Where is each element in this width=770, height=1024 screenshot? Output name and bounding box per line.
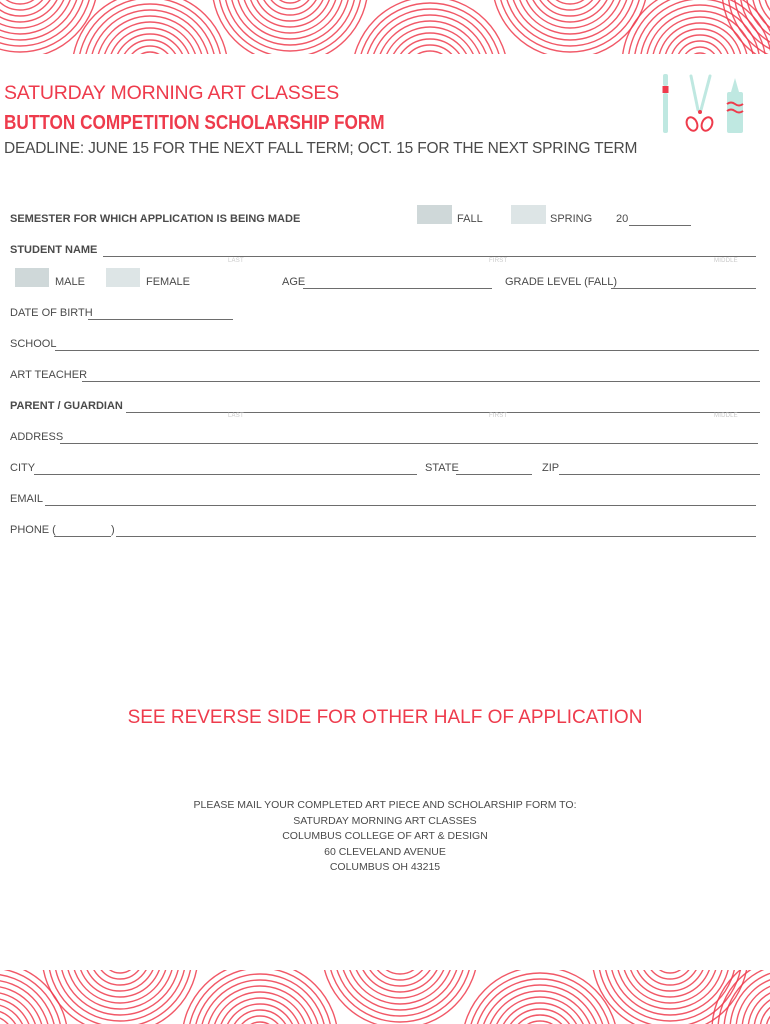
swirl-ring bbox=[96, 970, 144, 979]
phone-number-field[interactable] bbox=[116, 536, 756, 537]
swirl-ring bbox=[640, 970, 700, 985]
student-name-field[interactable] bbox=[103, 256, 756, 257]
swirl-ring bbox=[646, 970, 694, 979]
email-field[interactable] bbox=[45, 505, 756, 506]
swirl-ring bbox=[622, 0, 770, 54]
mailing-line: COLUMBUS COLLEGE OF ART & DESIGN bbox=[282, 830, 488, 842]
semester-label: SEMESTER FOR WHICH APPLICATION IS BEING MADE bbox=[10, 213, 301, 225]
dob-label: DATE OF BIRTH bbox=[10, 307, 93, 319]
program-title: SATURDAY MORNING ART CLASSES bbox=[4, 82, 340, 104]
email-label: EMAIL bbox=[10, 493, 44, 505]
phone-label: PHONE ( bbox=[10, 524, 56, 536]
city-label: CITY bbox=[10, 462, 36, 474]
swirl-ring bbox=[272, 0, 308, 3]
swirl-ring bbox=[610, 970, 730, 1015]
art-teacher-label: ART TEACHER bbox=[10, 369, 88, 381]
swirl-ring bbox=[376, 21, 484, 54]
decorative-pattern-top bbox=[0, 0, 770, 54]
phone-close-paren: ) bbox=[111, 524, 115, 536]
reverse-side-notice: SEE REVERSE SIDE FOR OTHER HALF OF APPLICATION bbox=[127, 707, 643, 728]
swirl-ring bbox=[60, 970, 180, 1015]
state-label: STATE bbox=[425, 462, 459, 474]
swirl-ring bbox=[604, 970, 736, 1021]
dob-field[interactable] bbox=[88, 319, 233, 320]
swirl-ring bbox=[376, 970, 424, 974]
parent-field[interactable] bbox=[126, 412, 760, 413]
year-prefix: 20 bbox=[616, 213, 629, 225]
swirl-ring bbox=[230, 0, 350, 45]
name-hint-middle: MIDDLE bbox=[714, 258, 738, 264]
student-name-label: STUDENT NAME bbox=[10, 244, 98, 256]
swirl-ring bbox=[0, 998, 32, 1024]
mailing-instructions bbox=[0, 798, 770, 876]
fall-checkbox[interactable] bbox=[417, 205, 452, 224]
mailing-line: SATURDAY MORNING ART CLASSES bbox=[293, 814, 477, 827]
grade-label: GRADE LEVEL (FALL) bbox=[505, 276, 618, 288]
year-field[interactable] bbox=[629, 225, 691, 226]
swirl-ring bbox=[260, 0, 320, 15]
swirl-ring bbox=[102, 22, 198, 54]
swirl-ring bbox=[212, 992, 308, 1024]
swirl-ring bbox=[0, 0, 62, 22]
name-hint-first: FIRST bbox=[489, 258, 508, 264]
swirl-ring bbox=[90, 970, 150, 985]
deadline-text: DEADLINE: JUNE 15 FOR THE NEXT FALL TERM; OCT. 15 FOR THE NEXT SPRING TERM bbox=[4, 140, 638, 157]
grade-field[interactable] bbox=[611, 288, 756, 289]
male-checkbox[interactable] bbox=[15, 268, 49, 287]
female-label: FEMALE bbox=[146, 276, 191, 288]
swirl-ring bbox=[486, 991, 594, 1024]
swirl-ring bbox=[0, 0, 92, 52]
spring-checkbox[interactable] bbox=[511, 205, 546, 224]
parent-hint-middle: MIDDLE bbox=[714, 413, 738, 419]
swirl-ring bbox=[236, 1016, 284, 1024]
mailing-line: PLEASE MAIL YOUR COMPLETED ART PIECE AND SCHOLARSHIP FORM TO: bbox=[193, 799, 577, 811]
spring-label: SPRING bbox=[550, 213, 593, 225]
swirl-ring bbox=[0, 0, 44, 4]
female-checkbox[interactable] bbox=[106, 268, 140, 287]
parent-label: PARENT / GUARDIAN bbox=[10, 400, 123, 412]
school-label: SCHOOL bbox=[10, 338, 57, 350]
address-label: ADDRESS bbox=[10, 431, 64, 443]
fall-label: FALL bbox=[457, 213, 483, 225]
swirl-ring bbox=[546, 0, 594, 4]
age-field[interactable] bbox=[303, 288, 492, 289]
swirl-ring bbox=[406, 51, 454, 54]
art-supplies-icon bbox=[655, 72, 751, 138]
swirl-ring bbox=[126, 46, 174, 54]
swirl-ring bbox=[358, 3, 502, 54]
swirl-ring bbox=[652, 970, 688, 973]
mailing-line: 60 CLEVELAND AVENUE bbox=[324, 845, 446, 858]
male-label: MALE bbox=[55, 276, 85, 288]
art-teacher-field[interactable] bbox=[82, 381, 760, 382]
form-title: BUTTON COMPETITION SCHOLARSHIP FORM bbox=[4, 112, 385, 134]
swirl-pattern bbox=[0, 0, 770, 54]
swirl-ring bbox=[498, 0, 642, 52]
swirl-ring bbox=[328, 970, 472, 1022]
age-label: AGE bbox=[282, 276, 306, 288]
swirl-ring bbox=[266, 0, 314, 9]
zip-label: ZIP bbox=[542, 462, 560, 474]
swirl-ring bbox=[102, 970, 138, 973]
decorative-pattern-bottom bbox=[0, 970, 770, 1024]
parent-hint-last: LAST bbox=[228, 413, 244, 419]
zip-field[interactable] bbox=[559, 474, 760, 475]
swirl-ring bbox=[346, 970, 454, 1004]
phone-area-code-field[interactable] bbox=[54, 536, 111, 537]
swirl-ring bbox=[224, 0, 356, 51]
swirl-ring bbox=[516, 0, 624, 34]
mailing-line: COLUMBUS OH 43215 bbox=[329, 861, 441, 873]
swirl-pattern bbox=[0, 970, 770, 1024]
swirl-ring bbox=[670, 35, 730, 54]
school-field[interactable] bbox=[55, 350, 759, 351]
swirl-ring bbox=[468, 973, 612, 1024]
state-field[interactable] bbox=[456, 474, 532, 475]
parent-hint-first: FIRST bbox=[489, 413, 508, 419]
address-field[interactable] bbox=[60, 443, 758, 444]
swirl-ring bbox=[54, 970, 186, 1021]
city-field[interactable] bbox=[34, 474, 417, 475]
swirl-ring bbox=[688, 53, 712, 54]
swirl-ring bbox=[132, 52, 168, 54]
name-hint-last: LAST bbox=[228, 258, 244, 264]
